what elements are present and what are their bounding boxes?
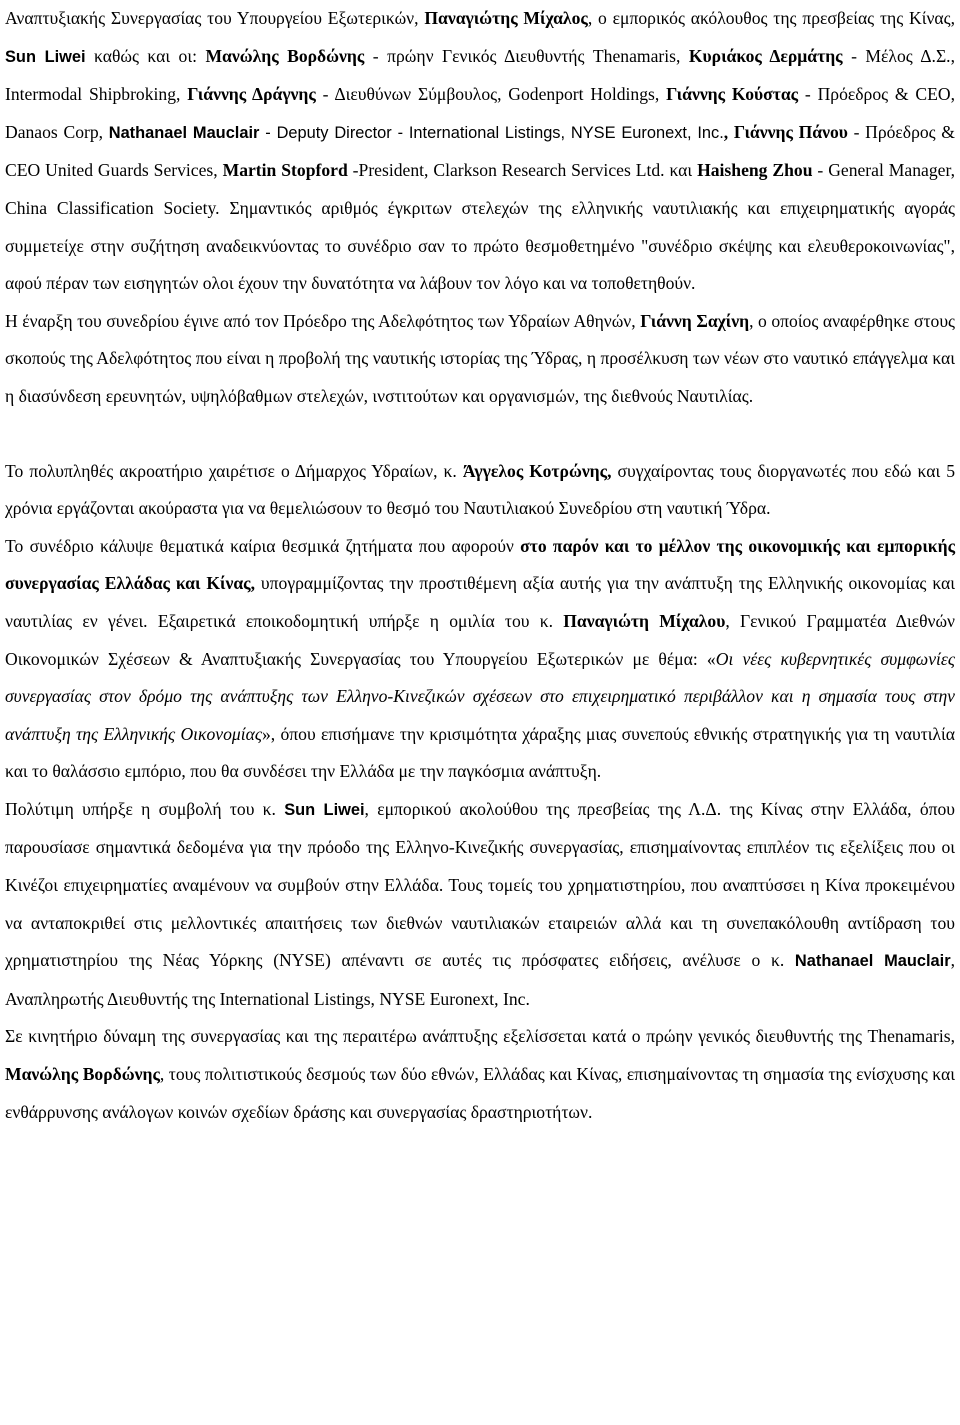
bold-name: Μανώλης Βορδώνης <box>205 45 365 66</box>
bold-name: Martin Stopford <box>222 160 348 181</box>
text-span: , ο εμπορικός ακόλουθος της πρεσβείας της Κίνας, <box>587 8 956 28</box>
text-span: , εμπορικού ακολούθου της πρεσβείας της Λ.Δ. της Κίνας στην Ελλάδα, όπου παρουσίασε σημαντικά δεδομένα για την πρόοδο της Ελληνο-Κινεζικής συνεργασίας, επισημαίνοντας επιπλέον τις εξελίξεις που οι Κινέζοι επιχειρηματίες αναμένουν να συμβούν στην Ελλάδα. Τους τομείς του χρηματιστηρίου, που αναπτύσσει η Κίνα προκειμένου να ανταποκριθεί στις μελλοντικές απαιτήσεις των διεθνών ναυτιλιακών εταιρειών αλλά και τη συνεπακόλουθη αντίδραση του χρηματιστηρίου της Νέας Υόρκης (NYSE) απέναντι σε αυτές τις πρόσφατες ειδήσεις, ανέλυσε ο κ. <box>5 798 956 971</box>
text-span: -President, Clarkson Research Services Ltd. και <box>347 160 698 181</box>
paragraph-opening <box>5 303 955 416</box>
bold-name: Nathanael Mauclair <box>108 123 260 142</box>
document-page <box>5 0 955 1131</box>
bold-name: Κυριάκος Δερμάτης <box>688 45 843 66</box>
bold-name: Nathanael Mauclair <box>794 952 951 971</box>
text-span: - Πρόεδρος & CEO United Guards Services, <box>5 121 955 181</box>
paragraph-mayor <box>5 453 955 528</box>
text-span: καθώς και οι: <box>85 45 206 66</box>
bold-name: Γιάννης Δράγνης <box>187 84 316 105</box>
text-span: υπογραμμίζοντας την προστιθέμενη αξία αυτής για την ανάπτυξη της Ελληνικής οικονομίας και ναυτιλίας εν γένει. Εξαιρετικά εποικοδομητική υπήρξε η ομιλία του κ. <box>5 573 955 631</box>
bold-name: , Γιάννης Πάνου <box>723 121 848 142</box>
text-span: , Γενικού Γραμματέα Διεθνών Οικονομικών Σχέσεων & Αναπτυξιακής Συνεργασίας του Υπουργείου Εξωτερικών με θέμα: « <box>5 610 955 669</box>
paragraph-speakers <box>5 0 955 303</box>
bold-phrase: στο παρόν και το μέλλον της οικονομικής και εμπορικής συνεργασίας Ελλάδας και Κίνας, <box>5 535 955 594</box>
text-span: Αναπτυξιακής Συνεργασίας του Υπουργείου Εξωτερικών, <box>5 8 425 28</box>
bold-name: Μανώλης Βορδώνης <box>5 1064 160 1085</box>
text-span: Σε κινητήριο δύναμη της συνεργασίας και της περαιτέρω ανάπτυξης εξελίσσεται κατά ο πρώην γενικός διευθυντής της Thenamaris, <box>5 1026 955 1047</box>
text-span: Το πολυπληθές ακροατήριο χαιρέτισε ο Δήμαρχος Υδραίων, κ. <box>5 460 463 481</box>
bold-name: Haisheng Zhou <box>697 160 813 181</box>
text-span: , Αναπληρωτής Διευθυντής της International Listings, NYSE Euronext, Inc. <box>5 950 955 1009</box>
text-span: - Πρόεδρος & CEO, Danaos Corp, <box>5 84 955 142</box>
bold-name: Παναγιώτης Μίχαλος <box>424 8 588 28</box>
text-span: Σημαντικός αριθμός έγκριτων στελεχών της ελληνικής ναυτιλιακής και επιχειρηματικής αγοράς συμμετείχε στην συζήτηση αναδεικνύοντας το συνέδριο σαν το πρώτο θεσμοθετημένο "συνέδριο σκέψης και ελευθεροκοινωνίας", αφού πέραν των εισηγητών ολοι έχουν την δυνατότητα να λάβουν τον λόγο και να τοποθετηθούν. <box>5 197 955 294</box>
paragraph-vordonis <box>5 1018 955 1131</box>
paragraph-topics <box>5 528 955 791</box>
text-span: - Διευθύνων Σύμβουλος, Godenport Holdings, <box>315 84 667 105</box>
bold-name: Παναγιώτη Μίχαλου <box>563 610 726 631</box>
text-span: - General Manager, China Classification Society. <box>5 160 956 218</box>
bold-name: Γιάννη Σαχίνη <box>640 310 750 331</box>
paragraph-sun-liwei <box>5 791 955 1019</box>
text-span: - Μέλος Δ.Σ., Intermodal Shipbroking, <box>5 45 955 105</box>
text-span: Η έναρξη του συνεδρίου έγινε από τον Πρόεδρο της Αδελφότητος των Υδραίων Αθηνών, <box>5 310 641 331</box>
text-span: Το συνέδριο κάλυψε θεματικά καίρια θεσμικά ζητήματα που αφορούν <box>5 535 521 556</box>
bold-name: Άγγελος Κοτρώνης, <box>462 460 612 481</box>
text-span: Πολύτιμη υπήρξε η συμβολή του κ. <box>5 798 285 819</box>
text-span: - πρώην Γενικός Διευθυντής Thenamaris, <box>364 45 689 66</box>
italic-title: Οι νέες κυβερνητικές συμφωνίες συνεργασίας στον δρόμο της ανάπτυξης των Ελληνο-Κινεζικών σχέσεων στο επιχειρηματικό περιβάλλον και η σημασία τους στην ανάπτυξη της Ελληνικής Οικονομίας <box>5 648 955 744</box>
text-span: », όπου επισήμανε την κρισιμότητα χάραξης μιας συνεπούς εθνικής στρατηγικής για τη ναυτιλία και το θαλάσσιο εμπόριο, που θα συνδέσει την Ελλάδα με την παγκόσμια ανάπτυξη. <box>5 723 955 782</box>
bold-name: Sun Liwei <box>5 47 86 66</box>
text-span: , τους πολιτιστικούς δεσμούς των δύο εθνών, Ελλάδας και Κίνας, επισημαίνοντας τη σημασία της ενίσχυσης και ενθάρρυνσης ανάλογων κοινών σχεδίων δράσης και συνεργασίας δραστηριοτήτων. <box>5 1064 955 1122</box>
text-span: συγχαίροντας τους διοργανωτές που εδώ και 5 χρόνια εργάζονται ακούραστα για να θεμελιώσουν το θεσμό του Ναυτιλιακού Συνεδρίου στη ναυτική Ύδρα. <box>5 460 956 519</box>
text-span: - Deputy Director - International Listings, NYSE Euronext, Inc. <box>259 123 724 142</box>
text-span: , ο οποίος αναφέρθηκε στους σκοπούς της Αδελφότητος που είναι η προβολή της ναυτικής ιστορίας της Ύδρας, η προσέλκυση των νέων στο ναυτικό επάγγελμα και η διασύνδεση ερευνητών, υψηλόβαθμων στελεχών, ινστιτούτων και οργανισμών, της διεθνούς Ναυτιλίας. <box>5 310 956 406</box>
bold-name: Γιάννης Κούστας <box>666 84 799 105</box>
bold-name: Sun Liwei <box>284 800 365 819</box>
